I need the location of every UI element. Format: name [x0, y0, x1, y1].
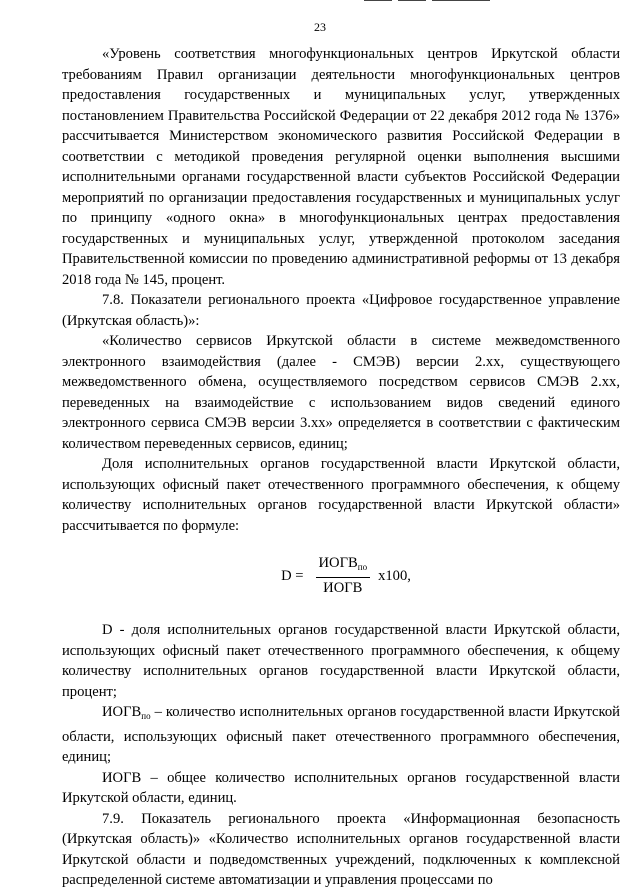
paragraph-7-9: 7.9. Показатель регионального проекта «Информационная безопасность (Иркутская область)» «Количество исполнительных органов государственной власти Иркутской области и подведомственных учреждений, подключенных к комплексной распределенной системе автоматизации и управления процессами по: [62, 810, 620, 888]
formula-denominator: ИОГВ: [323, 580, 363, 596]
paragraph-7-8-heading: 7.8. Показатели регионального проекта «Цифровое государственное управление (Иркутская область)»:: [62, 292, 620, 329]
formula-numerator: $ИОГВ_{по}$: [318, 555, 368, 572]
document-body: [62, 44, 620, 891]
definition-iogv: ИОГВ – общее количество исполнительных органов государственной власти Иркутской области, единиц.: [62, 769, 620, 806]
paragraph-mfc-indicator: «Уровень соответствия многофункциональных центров Иркутской области требованиям Правил организации деятельности многофункциональных центров предоставления государственных и муниципальных услуг, утвержденных постановлением Правительства Российской Федерации от 22 декабря 2012 года № 1376» рассчитывается Министерством экономического развития Российской Федерации в соответствии с методикой проведения регулярной оценки выполнения высшими исполнительными органами государственной власти субъектов Российской Федерации мероприятий по организации предоставления государственных и муниципальных услуг по принципу «одного окна» в многофункциональных центрах предоставления государственных и муниципальных услуг, утвержденной протоколом заседания Правительственной комиссии по проведению административной реформы от 13 декабря 2018 года № 145, процент.: [62, 46, 620, 288]
formula-multiplier: x100,: [378, 567, 411, 584]
definition-iogv-po: $ИОГВ_{по}$ – количество исполнительных органов государственной власти Иркутской области, использующих офисный пакет отечественного программного обеспечения, единиц;: [62, 704, 620, 765]
paragraph-smev-services: «Количество сервисов Иркутской области в системе межведомственного электронного взаимодействия (далее - СМЭВ) версии 2.хх, существующего межведомственного обмена, осуществляемого посредством сервисов СМЭВ 2.хх, переведенных на взаимодействие с использованием видов сведений единого электронного сервиса СМЭВ версии 3.хх» определяется в соответствии с фактическим количеством переведенных сервисов, единиц;: [62, 333, 620, 452]
paragraph-office-share: Доля исполнительных органов государственной власти Иркутской области, использующих офисный пакет отечественного программного обеспечения, к общему количеству исполнительных органов государственной власти Иркутской области» рассчитывается по формуле:: [62, 456, 620, 534]
page-number: 23: [314, 20, 326, 34]
formula-lhs: D =: [281, 567, 304, 584]
formula-fraction: [316, 554, 371, 598]
formula: [72, 554, 620, 598]
header-rule: [364, 0, 490, 2]
definition-d: D - доля исполнительных органов государственной власти Иркутской области, использующих офисный пакет отечественного программного обеспечения, к общему количеству исполнительных органов государственной власти Иркутской области, процент;: [62, 622, 620, 700]
